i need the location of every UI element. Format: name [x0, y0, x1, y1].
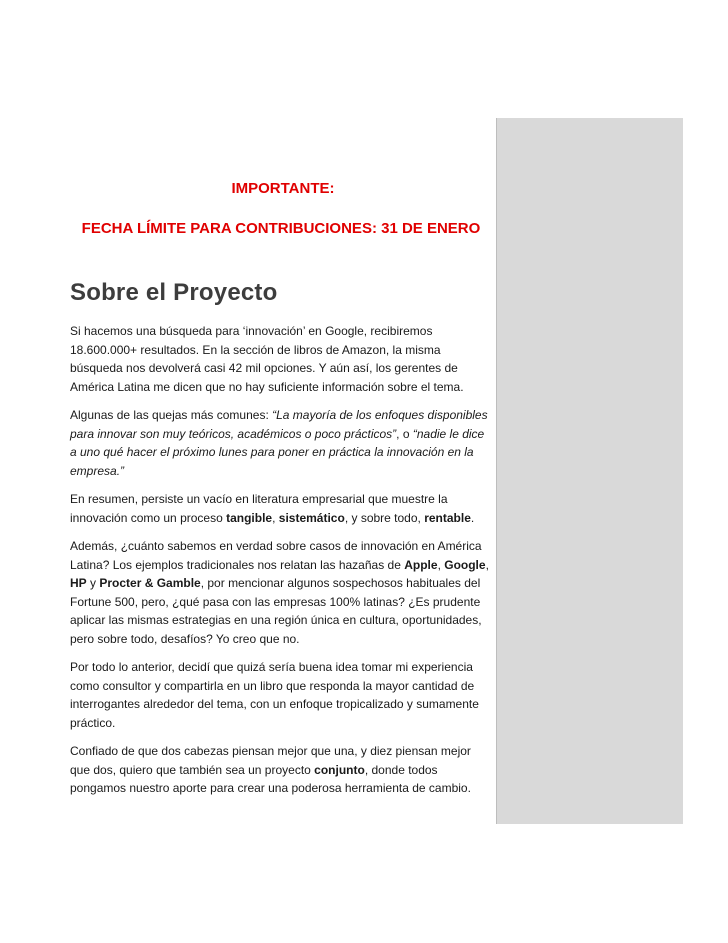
paragraph-4 — [70, 537, 494, 648]
document-body — [70, 322, 494, 808]
bold-sistematico: sistemático — [278, 510, 345, 525]
quote-2: “nadie le dice a uno qué hacer el próximo lunes para poner en práctica la innovación en la empresa.” — [70, 426, 485, 478]
quote-1: “La mayoría de los enfoques disponibles para innovar son muy teóricos, académicos o poco prácticos” — [70, 408, 488, 441]
bold-tangible: tangible — [226, 510, 273, 525]
text: Además, ¿cuánto sabemos en verdad sobre casos de innovación en América Latina? Los ejemplos tradicionales nos relatan las hazañas de — [70, 539, 482, 572]
text: , donde todos pongamos nuestro aporte para crear una poderosa herramienta de cambio. — [70, 762, 471, 795]
paragraph-3 — [70, 490, 494, 527]
bold-hp: HP — [70, 576, 87, 590]
bold-procter-gamble: Procter & Gamble — [99, 576, 201, 590]
text: , — [437, 557, 445, 572]
text: En resumen, persiste un vacío en literatura empresarial que muestre la innovación como un proceso — [70, 492, 448, 525]
text: , — [272, 510, 279, 525]
text: , — [485, 557, 489, 572]
bold-apple: Apple — [404, 557, 438, 572]
paragraph-2 — [70, 406, 494, 480]
text: , por mencionar algunos sospechosos habituales del Fortune 500, pero, ¿qué pasa con las empresas 100% latinas? ¿Es prudente aplicar las mismas estrategias en una región única en cultura, oportunidades, pero sobre todo, desafíos? Yo creo que no. — [70, 576, 482, 646]
notice-deadline: FECHA LÍMITE PARA CONTRIBUCIONES: 31 DE ENERO — [81, 220, 481, 237]
text: , o — [396, 426, 413, 441]
paragraph-6 — [70, 742, 494, 798]
paragraph-1: Si hacemos una búsqueda para ‘innovación’ en Google, recibiremos 18.600.000+ resultados. En la sección de libros de Amazon, la misma búsqueda nos devolverá casi 42 mil opciones. Y aún así, los gerentes de América Latina me dicen que no hay suficiente información sobre el tema. — [70, 324, 464, 394]
text: , y sobre todo, — [344, 510, 425, 525]
paragraph-5: Por todo lo anterior, decidí que quizá sería buena idea tomar mi experiencia como consultor y compartirla en un libro que responda la mayor cantidad de interrogantes alrededor del tema, con un enfoque tropicalizado y sumamente práctico. — [70, 660, 479, 730]
bold-conjunto: conjunto — [314, 762, 365, 777]
section-heading: Sobre el Proyecto — [70, 279, 278, 306]
text: Algunas de las quejas más comunes: — [70, 408, 273, 422]
text: Confiado de que dos cabezas piensan mejor que una, y diez piensan mejor que dos, quiero que también sea un proyecto — [70, 744, 471, 777]
bold-rentable: rentable — [424, 510, 471, 525]
text: y — [86, 576, 100, 590]
text: . — [470, 510, 475, 525]
bold-google: Google — [444, 557, 486, 572]
comment-margin-pane — [496, 118, 683, 824]
notice-title: IMPORTANTE: — [231, 180, 335, 197]
